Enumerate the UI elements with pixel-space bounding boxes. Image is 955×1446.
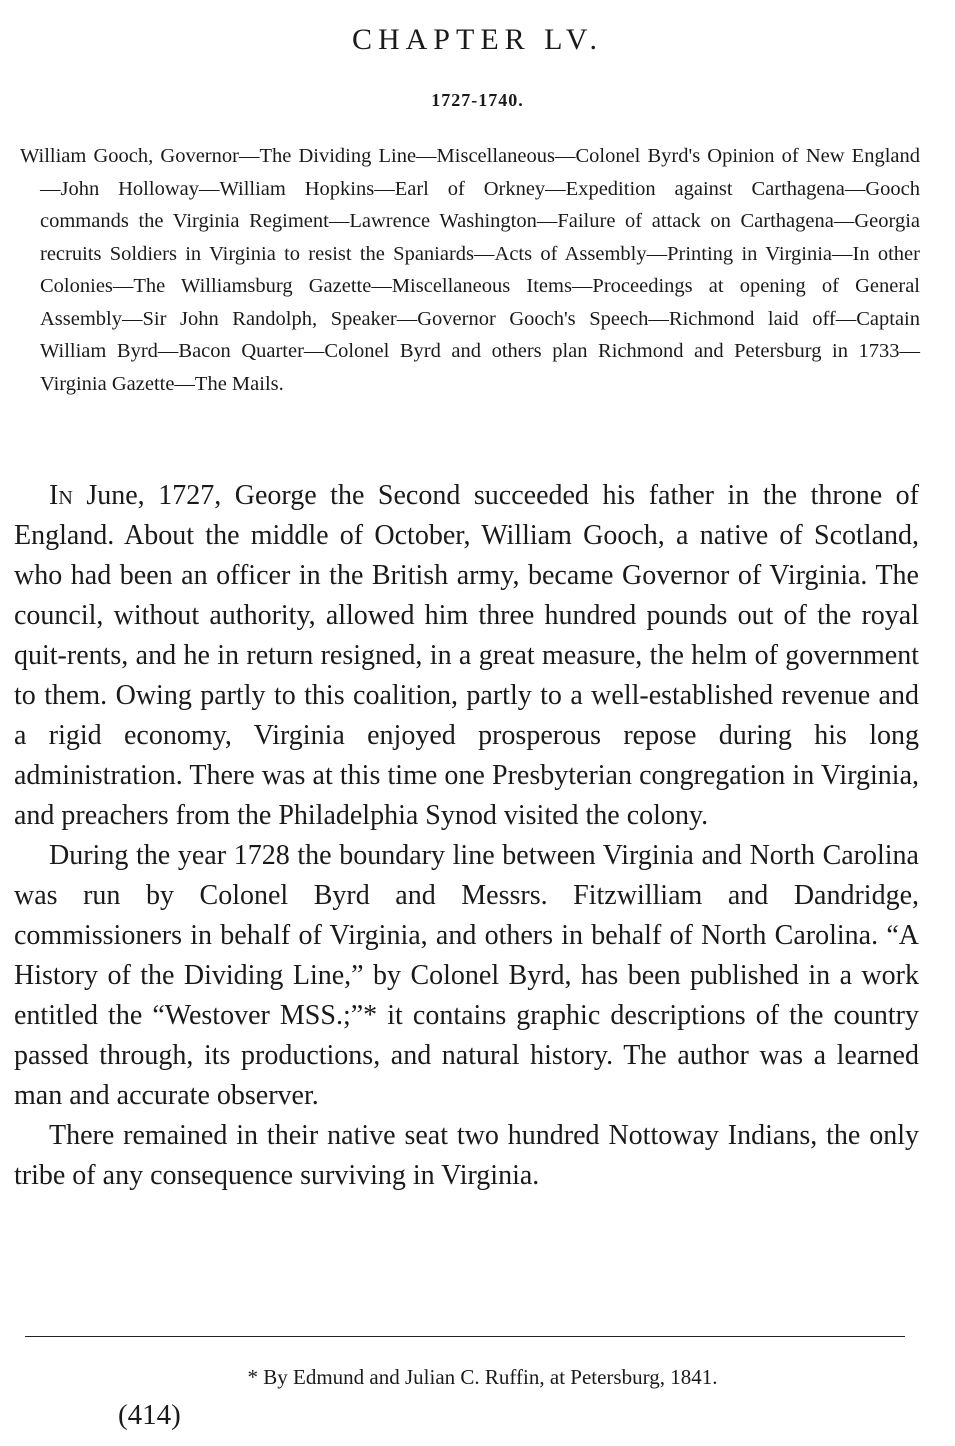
chapter-date-range: 1727-1740. [431, 90, 524, 110]
paragraph-2 [14, 836, 919, 1116]
paragraph-1 [14, 476, 919, 836]
body-text [14, 476, 919, 1196]
paragraph-3-text: There remained in their native seat two hundred Nottoway Indians, the only tribe of any consequence surviving in Virginia. [14, 1120, 919, 1191]
page-number: (414) [118, 1399, 181, 1431]
footnote-divider [25, 1336, 905, 1337]
footnote: * By Edmund and Julian C. Ruffin, at Petersburg, 1841. [247, 1365, 718, 1389]
paragraph-1-lead: In [49, 480, 73, 511]
paragraph-2-text: During the year 1728 the boundary line between Virginia and North Carolina was run by Colonel Byrd and Messrs. Fitzwilliam and Dandridge, commissioners in behalf of Virginia, and others in behalf of North Carolina. “A History of the Dividing Line,” by Colonel Byrd, has been published in a work entitled the “Westover MSS.;”* it contains graphic descriptions of the country passed through, its productions, and natural history. The author was a learned man and accurate observer. [14, 840, 919, 1111]
paragraph-3 [14, 1116, 919, 1196]
paragraph-1-text: June, 1727, George the Second succeeded his father in the throne of England. About the middle of October, William Gooch, a native of Scotland, who had been an officer in the British army, became Governor of Virginia. The council, without authority, allowed him three hundred pounds out of the royal quit-rents, and he in return resigned, in a great measure, the helm of government to them. Owing partly to this coalition, partly to a well-established revenue and a rigid economy, Virginia enjoyed prosperous repose during his long administration. There was at this time one Presbyterian congregation in Virginia, and preachers from the Philadelphia Synod visited the colony. [14, 480, 919, 831]
chapter-title: CHAPTER LV. [351, 23, 604, 56]
chapter-summary: William Gooch, Governor—The Dividing Line—Miscellaneous—Colonel Byrd's Opinion of New England—John Holloway—William Hopkins—Earl of Orkney—Expedition against Carthagena—Gooch commands the Virginia Regiment—Lawrence Washington—Failure of attack on Carthagena—Georgia recruits Soldiers in Virginia to resist the Spaniards—Acts of Assembly—Printing in Virginia—In other Colonies—The Williamsburg Gazette—Miscellaneous Items—Proceedings at opening of General Assembly—Sir John Randolph, Speaker—Governor Gooch's Speech—Richmond laid off—Captain William Byrd—Bacon Quarter—Colonel Byrd and others plan Richmond and Petersburg in 1733—Virginia Gazette—The Mails. [20, 145, 920, 395]
